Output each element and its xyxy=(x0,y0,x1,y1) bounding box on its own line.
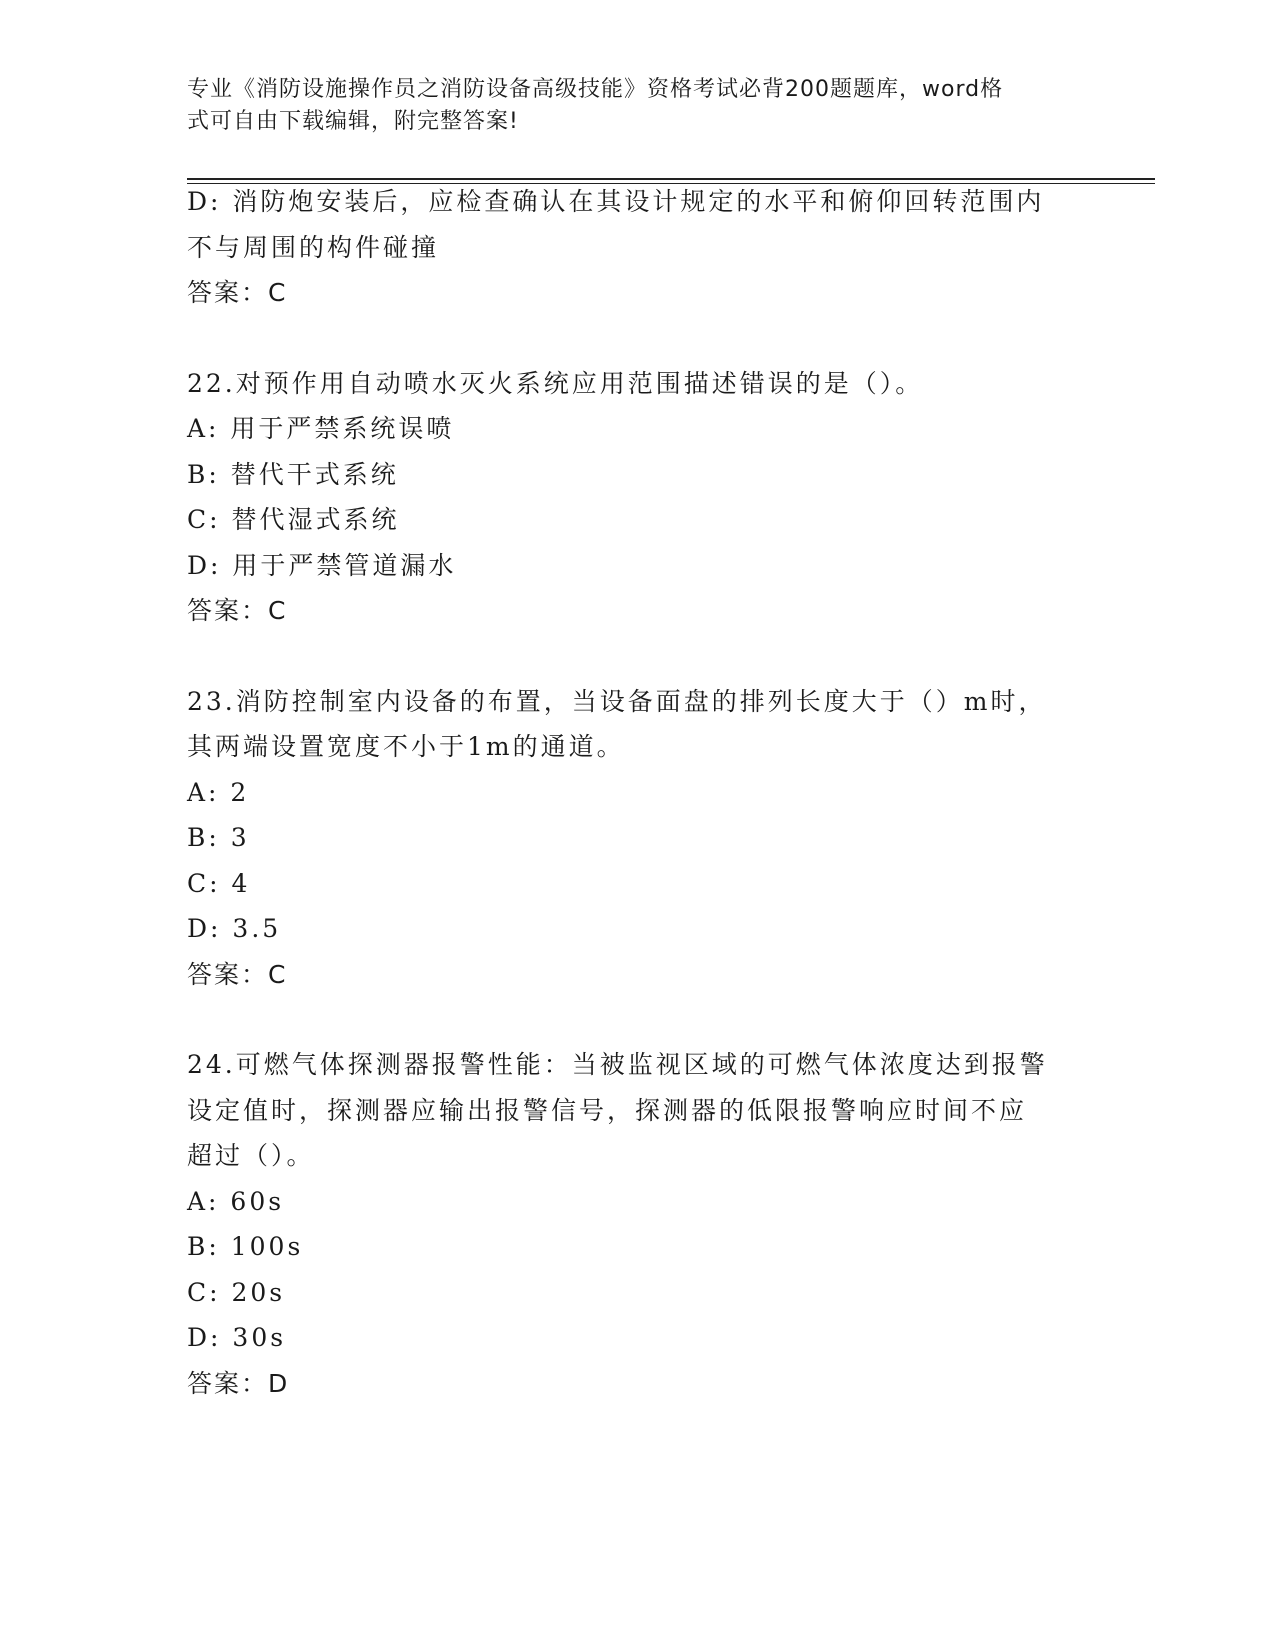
q22-stem: 22.对预作用自动喷水灭火系统应用范围描述错误的是（）。 xyxy=(187,368,924,398)
q21-option-d-line1: D: 消防炮安装后，应检查确认在其设计规定的水平和俯仰回转范围内 xyxy=(187,187,1045,216)
q24-stem-line1: 24.可燃气体探测器报警性能：当被监视区域的可燃气体浓度达到报警 xyxy=(187,1050,1048,1079)
q24-stem-line3: 超过（）。 xyxy=(187,1141,315,1170)
q24-stem-line2: 设定值时，探测器应输出报警信号，探测器的低限报警响应时间不应 xyxy=(187,1095,1028,1125)
header-line-1: 专业《消防设施操作员之消防设备高级技能》资格考试必背200题题库，word格 xyxy=(187,77,1004,102)
q24-option-a: A: 60s xyxy=(187,1186,285,1216)
document-header xyxy=(187,74,1067,138)
q24-option-b: B: 100s xyxy=(187,1232,304,1261)
header-line-2: 式可自由下载编辑，附完整答案! xyxy=(187,109,519,134)
q21-answer: 答案：C xyxy=(187,278,288,307)
q22-answer: 答案：C xyxy=(187,596,288,625)
q22-option-d: D: 用于严禁管道漏水 xyxy=(187,550,457,580)
q23-answer: 答案：C xyxy=(187,959,288,989)
q23-option-b: B: 3 xyxy=(187,823,250,852)
q23-stem-line2: 其两端设置宽度不小于1m的通道。 xyxy=(187,732,625,761)
q24-answer: 答案：D xyxy=(187,1368,290,1398)
question-body xyxy=(187,179,1087,1406)
q22-option-b: B: 替代干式系统 xyxy=(187,459,399,489)
q23-option-c: C: 4 xyxy=(187,868,251,898)
q23-option-a: A: 2 xyxy=(187,777,250,807)
q24-option-c: C: 20s xyxy=(187,1277,286,1307)
q23-stem-line1: 23.消防控制室内设备的布置，当设备面盘的排列长度大于（）m时， xyxy=(187,686,1047,716)
q21-option-d-line2: 不与周围的构件碰撞 xyxy=(187,232,440,262)
q23-option-d: D: 3.5 xyxy=(187,914,282,943)
q22-option-a: A: 用于严禁系统误喷 xyxy=(187,414,455,443)
q24-option-d: D: 30s xyxy=(187,1323,287,1352)
q22-option-c: C: 替代湿式系统 xyxy=(187,505,400,534)
